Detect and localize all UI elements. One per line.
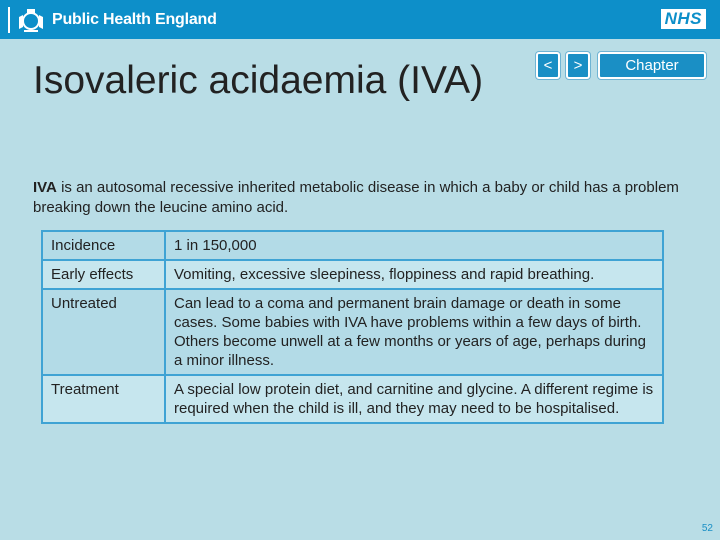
table-row-incidence — [42, 231, 663, 260]
row-value: Vomiting, excessive sleepiness, floppiness and rapid breathing. — [165, 260, 663, 289]
row-label: Incidence — [42, 231, 165, 260]
table-row-treatment — [42, 375, 663, 423]
table-row-early-effects — [42, 260, 663, 289]
header-bar — [0, 0, 720, 39]
organisation-name: Public Health England — [52, 11, 217, 28]
previous-slide-button[interactable]: < — [536, 52, 560, 79]
phe-logo — [8, 6, 217, 34]
page-number: 52 — [701, 523, 713, 534]
row-label: Treatment — [42, 375, 165, 423]
row-value: Can lead to a coma and permanent brain damage or death in some cases. Some babies with IVA have problems within a few days of birth. Others become unwell at a few months or years of age, perhaps during a minor illness. — [165, 289, 663, 375]
intro-term: IVA — [33, 179, 57, 196]
logo-divider — [8, 7, 10, 33]
row-value: 1 in 150,000 — [165, 231, 663, 260]
intro-paragraph — [33, 178, 683, 218]
royal-crest-icon — [16, 7, 46, 33]
condition-summary-table — [41, 230, 664, 424]
row-value: A special low protein diet, and carnitine and glycine. A different regime is required when the child is ill, and they may need to be hospitalised. — [165, 375, 663, 423]
next-slide-button[interactable]: > — [566, 52, 590, 79]
nhs-logo: NHS — [661, 9, 706, 29]
page-title: Isovaleric acidaemia (IVA) — [33, 59, 484, 102]
chapter-button[interactable]: Chapter — [598, 52, 706, 79]
row-label: Untreated — [42, 289, 165, 375]
row-label: Early effects — [42, 260, 165, 289]
intro-text: is an autosomal recessive inherited metabolic disease in which a baby or child has a problem breaking down the leucine amino acid. — [33, 179, 679, 216]
table-row-untreated — [42, 289, 663, 375]
